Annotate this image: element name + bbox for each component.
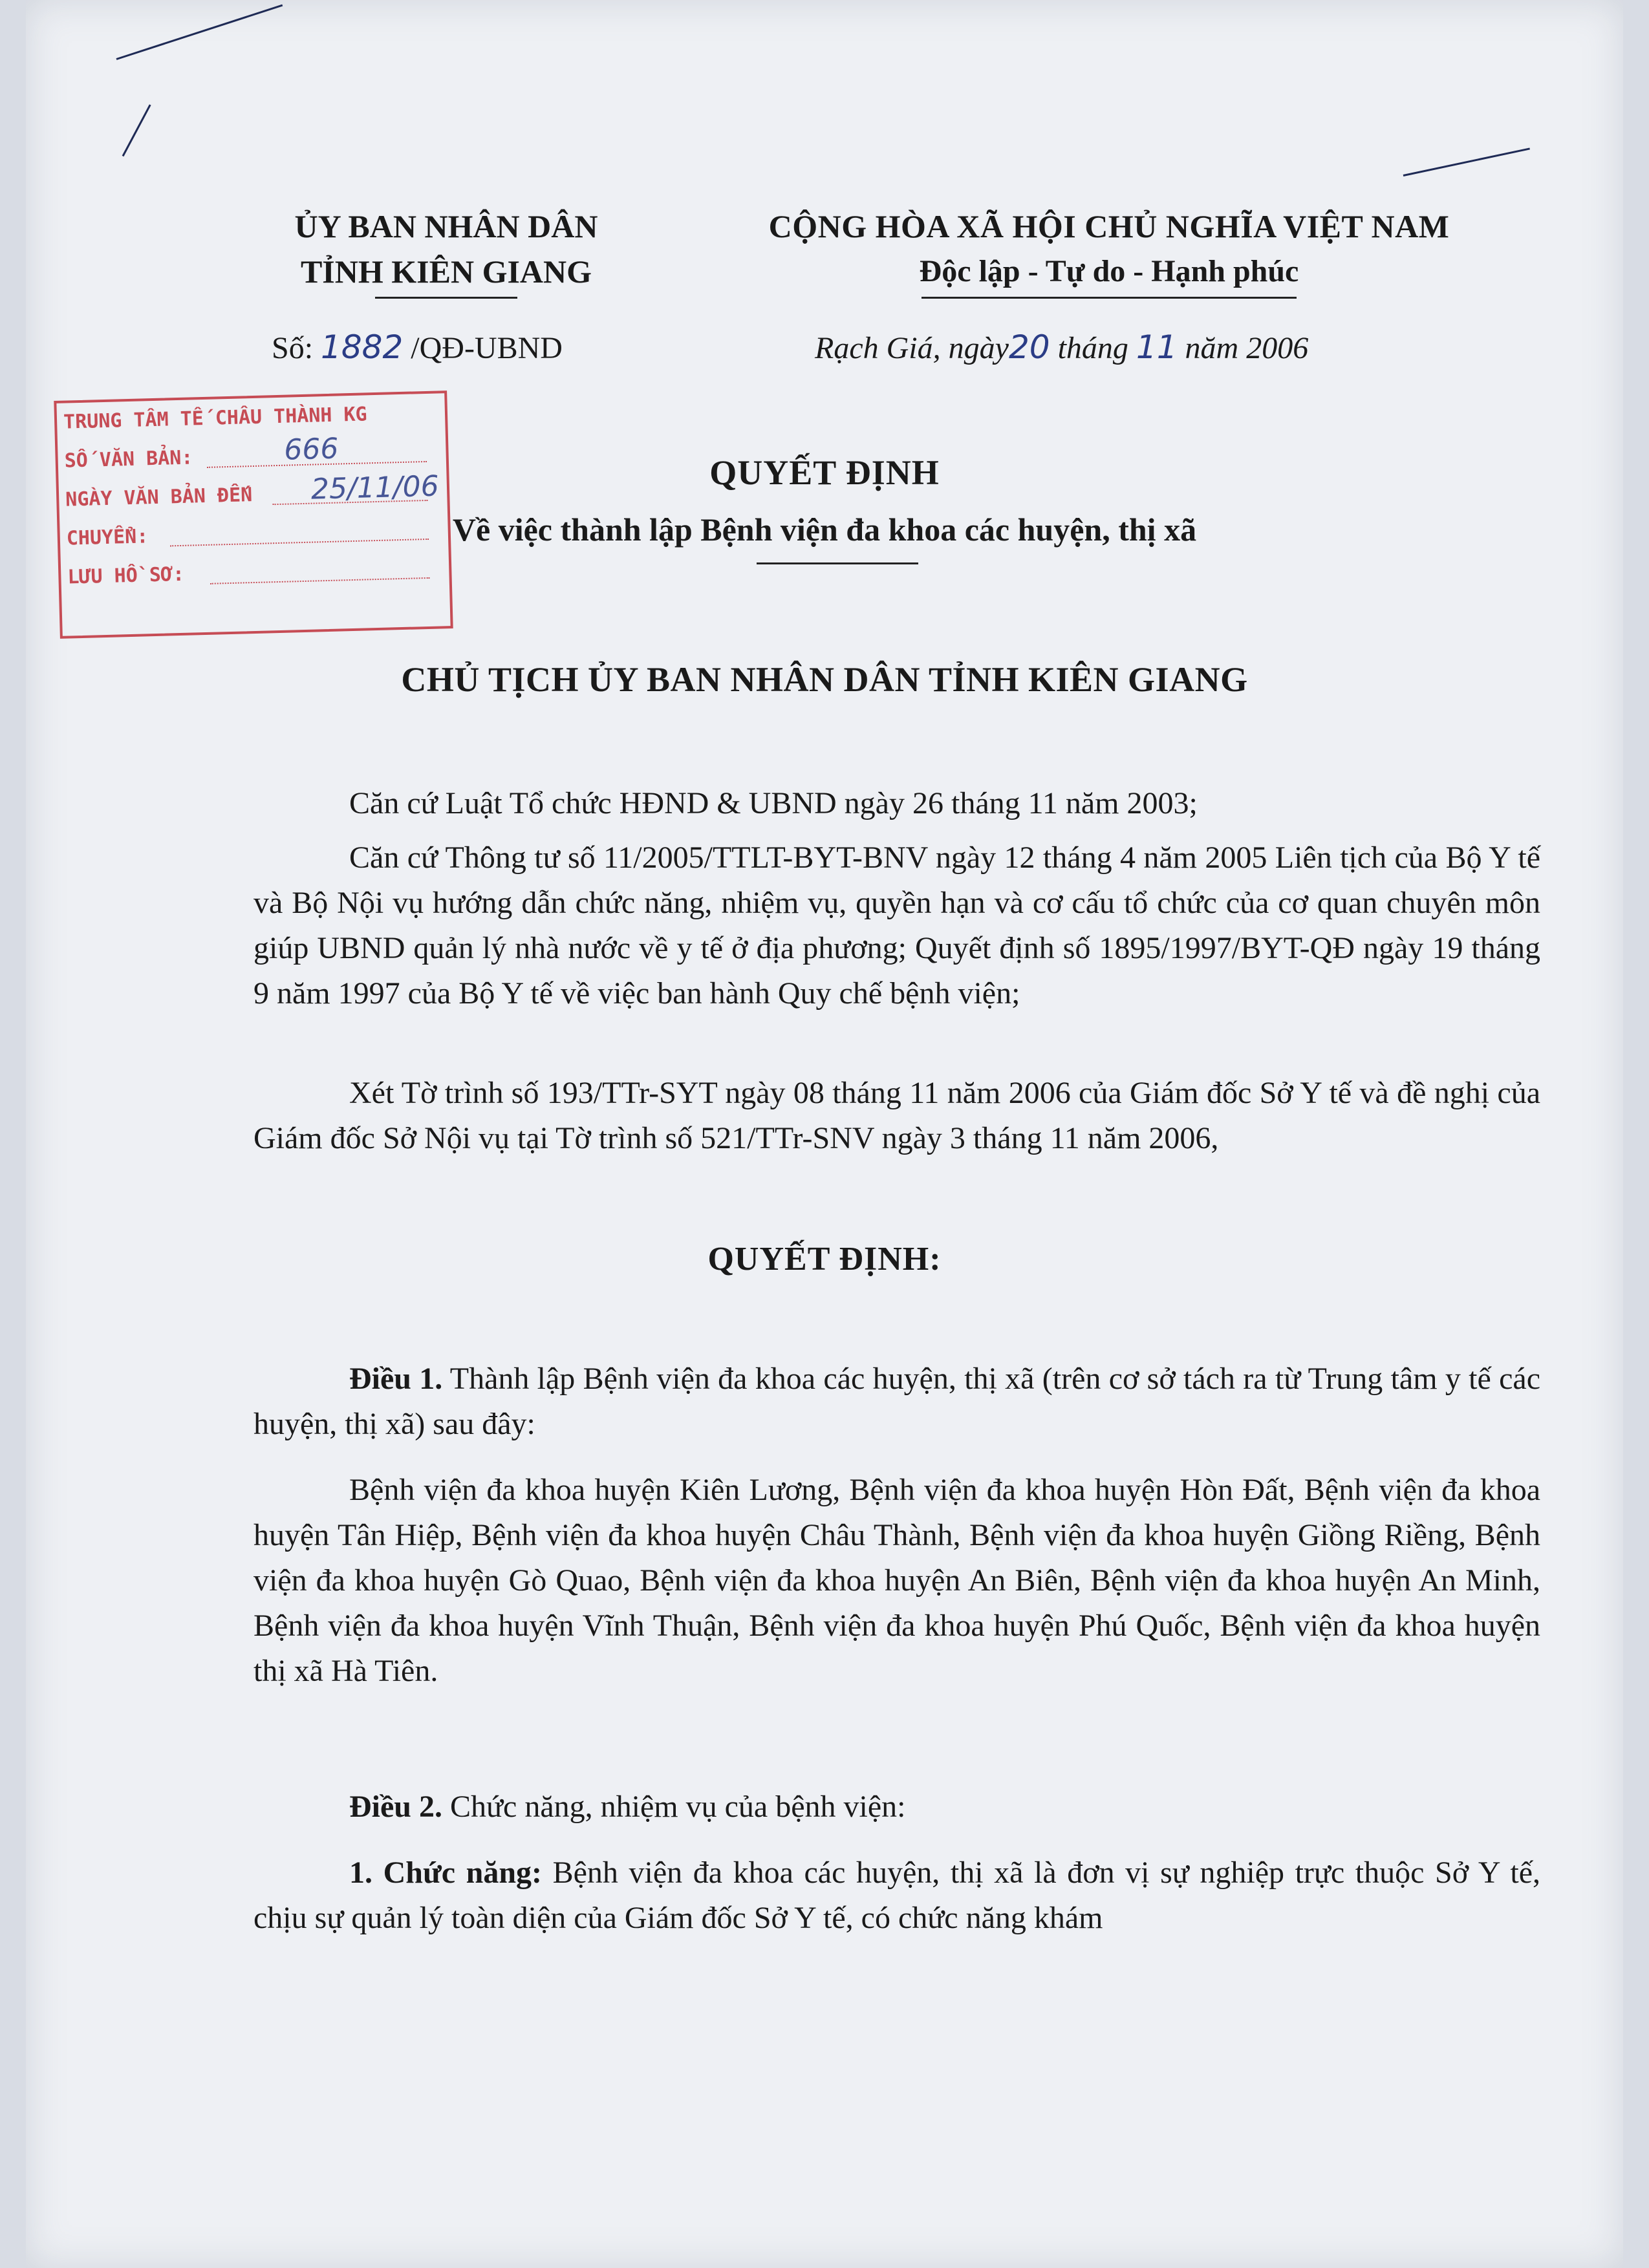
pen-mark — [1403, 147, 1530, 177]
stamp-handwritten-number: 666 — [283, 432, 339, 467]
decision-heading: QUYẾT ĐỊNH: — [707, 1241, 942, 1278]
issuing-agency — [265, 204, 627, 299]
document-page — [26, 0, 1623, 2268]
stamp-archive-label: LƯU HỒ SƠ: — [67, 562, 185, 589]
document-subtitle: Về việc thành lập Bệnh viện đa khoa các huyện, thị xã — [452, 511, 1197, 548]
motto-underline — [921, 297, 1297, 299]
issuing-authority: CHỦ TỊCH ỦY BAN NHÂN DÂN TỈNH KIÊN GIANG — [401, 660, 1248, 699]
pen-mark — [122, 104, 151, 156]
article-1-hospital-list: Bệnh viện đa khoa huyện Kiên Lương, Bệnh viện đa khoa huyện Hòn Đất, Bệnh viện đa khoa huyện Tân Hiệp, Bệnh viện đa khoa huyện Châu Thành, Bệnh viện đa khoa huyện Giồng Riềng, Bệnh viện đa khoa huyện Gò Quao, Bệnh viện đa khoa huyện An Biên, Bệnh viện đa khoa huyện An Minh, Bệnh viện đa khoa huyện Vĩnh Thuận, Bệnh viện đa khoa huyện Phú Quốc, Bệnh viện đa khoa huyện thị xã Hà Tiên. — [253, 1473, 1540, 1688]
function-text: Bệnh viện đa khoa các huyện, thị xã là đơn vị sự nghiệp trực thuộc Sở Y tế, chịu sự quản lý toàn diện của Giám đốc Sở Y tế, có chức năng khám — [253, 1856, 1541, 1935]
article-1-text: Thành lập Bệnh viện đa khoa các huyện, thị xã (trên cơ sở tách ra từ Trung tâm y tế các huyện, thị xã) sau đây: — [253, 1362, 1541, 1441]
number-label: Số: — [272, 331, 314, 365]
document-title: QUYẾT ĐỊNH — [709, 453, 940, 492]
stamp-number-label: SỐ VĂN BẢN: — [64, 446, 193, 473]
stamp-agency-text: TRUNG TÂM TẾ CHÂU THÀNH KG — [63, 403, 368, 434]
month-label: tháng — [1057, 331, 1128, 365]
handwritten-month: 11 — [1136, 328, 1178, 366]
article-2-label: Điều 2. — [349, 1790, 442, 1824]
article-1-label: Điều 1. — [349, 1362, 443, 1396]
handwritten-day: 20 — [1008, 328, 1050, 366]
pen-mark — [116, 5, 283, 60]
agency-underline — [375, 297, 517, 299]
document-number — [272, 328, 563, 366]
nation-name: CỘNG HÒA XÃ HỘI CHỦ NGHĨA VIỆT NAM — [768, 208, 1450, 244]
stamp-handwritten-date: 25/11/06 — [310, 469, 440, 506]
function-label: 1. Chức năng: — [349, 1856, 543, 1890]
handwritten-number: 1882 — [321, 328, 404, 366]
national-motto — [711, 204, 1507, 299]
place-date — [815, 328, 1308, 366]
preamble-paragraph-2: Căn cứ Thông tư số 11/2005/TTLT-BYT-BNV ngày 12 tháng 4 năm 2005 Liên tịch của Bộ Y tế và Bộ Nội vụ hướng dẫn chức năng, nhiệm vụ, quyền hạn và cơ cấu tổ chức của cơ quan chuyên môn giúp UBND quản lý nhà nước về y tế ở địa phương; Quyết định số 1895/1997/BYT-QĐ ngày 19 tháng 9 năm 1997 của Bộ Y tế về việc ban hành Quy chế bệnh viện; — [253, 840, 1540, 1011]
stamp-forward-label: CHUYỂN: — [66, 525, 149, 550]
agency-line-2: TỈNH KIÊN GIANG — [300, 253, 592, 290]
number-suffix: /QĐ-UBND — [411, 331, 563, 365]
article-2-function — [253, 1850, 1540, 1941]
article-2-text: Chức năng, nhiệm vụ của bệnh viện: — [442, 1790, 906, 1824]
motto: Độc lập - Tự do - Hạnh phúc — [919, 254, 1299, 288]
agency-line-1: ỦY BAN NHÂN DÂN — [294, 208, 598, 244]
preamble-paragraph-1: Căn cứ Luật Tổ chức HĐND & UBND ngày 26 tháng 11 năm 2003; — [349, 786, 1198, 820]
article-2 — [253, 1784, 1540, 1830]
stamp-date-label: NGÀY VĂN BẢN ĐẾN — [65, 484, 253, 511]
preamble-paragraph-3: Xét Tờ trình số 193/TTr-SYT ngày 08 tháng 11 năm 2006 của Giám đốc Sở Y tế và đề nghị của Giám đốc Sở Nội vụ tại Tờ trình số 521/TTr-SNV ngày 3 tháng 11 năm 2006, — [253, 1076, 1540, 1155]
article-1 — [253, 1356, 1540, 1447]
year-label: năm 2006 — [1185, 331, 1309, 365]
place-label: Rạch Giá, ngày — [815, 331, 1009, 365]
subtitle-underline — [757, 562, 918, 564]
